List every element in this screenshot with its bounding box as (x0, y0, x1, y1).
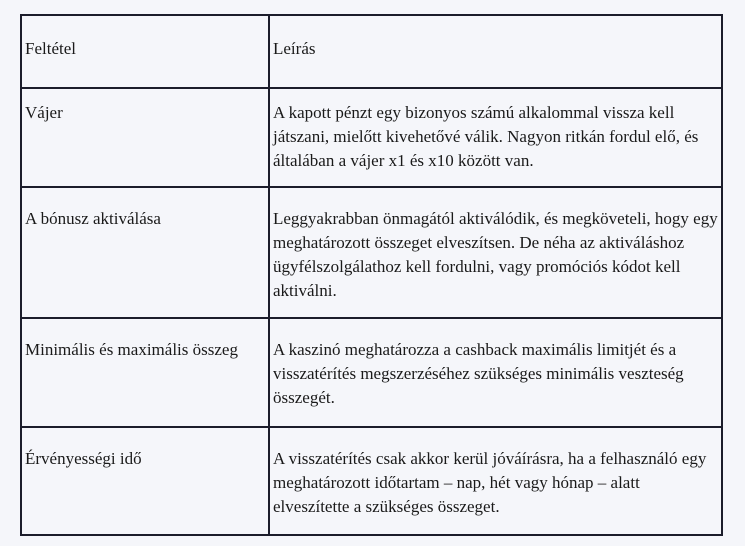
conditions-table (20, 14, 723, 536)
table-row (21, 427, 722, 535)
header-description: Leírás (269, 15, 722, 88)
row-condition: A bónusz aktiválása (21, 187, 269, 318)
row-condition: Érvényességi idő (21, 427, 269, 535)
row-description: A kaszinó meghatározza a cashback maximális limitjét és a visszatérítés megszerzéséhez szükséges minimális veszteség összegét. (269, 318, 722, 427)
row-description: Leggyakrabban önmagától aktiválódik, és megköveteli, hogy egy meghatározott összeget elveszítsen. De néha az aktiváláshoz ügyfélszolgálathoz kell fordulni, vagy promóciós kódot kell aktiválni. (269, 187, 722, 318)
row-description: A visszatérítés csak akkor kerül jóváírásra, ha a felhasználó egy meghatározott időtartam – nap, hét vagy hónap – alatt elveszítette a szükséges összeget. (269, 427, 722, 535)
table-row (21, 318, 722, 427)
header-condition: Feltétel (21, 15, 269, 88)
table-row (21, 187, 722, 318)
table-header-row (21, 15, 722, 88)
row-condition: Minimális és maximális összeg (21, 318, 269, 427)
row-condition: Vájer (21, 88, 269, 187)
table-row (21, 88, 722, 187)
row-description: A kapott pénzt egy bizonyos számú alkalommal vissza kell játszani, mielőtt kivehetővé válik. Nagyon ritkán fordul elő, és általában a vájer x1 és x10 között van. (269, 88, 722, 187)
